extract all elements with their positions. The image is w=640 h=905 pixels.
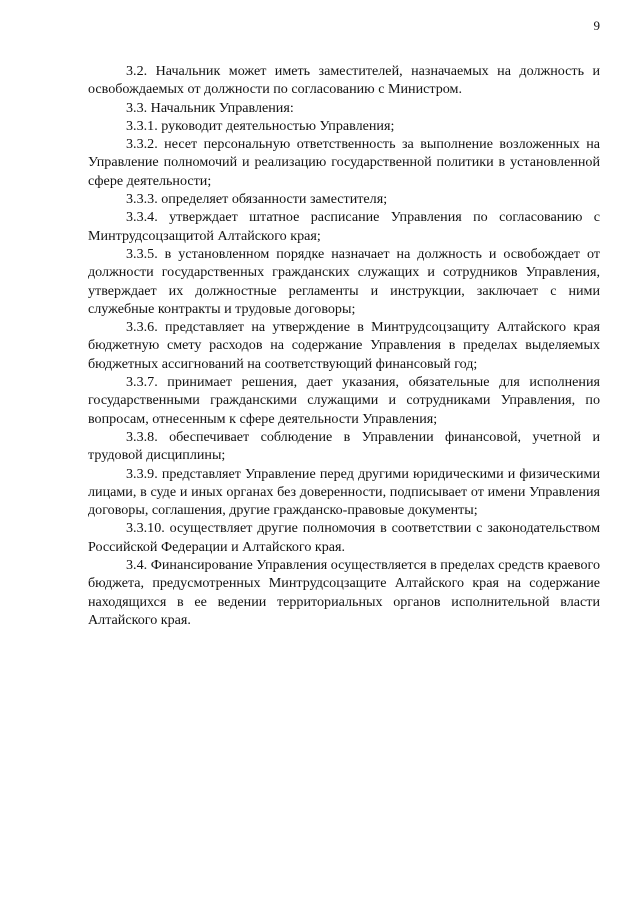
paragraph-3-3-10: 3.3.10. осуществляет другие полномочия в соответствии с законодательством Российской Федерации и Алтайского края. bbox=[88, 520, 600, 555]
paragraph-3-3-4: 3.3.4. утверждает штатное расписание Управления по согласованию с Минтрудсоцзащитой Алтайского края; bbox=[88, 209, 600, 244]
paragraph-3-3-5: 3.3.5. в установленном порядке назначает на должность и освобождает от должности государственных гражданских служащих и сотрудников Управления, утверждает их должностные регламенты и инструкции, заключает с ними служебные контракты и трудовые договоры; bbox=[88, 245, 600, 317]
paragraph-3-3: 3.3. Начальник Управления: bbox=[126, 99, 294, 116]
paragraph-3-2: 3.2. Начальник может иметь заместителей, назначаемых на должность и освобождаемых от должности по согласованию с Министром. bbox=[88, 63, 600, 98]
paragraph-3-3-3: 3.3.3. определяет обязанности заместителя; bbox=[126, 191, 388, 208]
paragraph-3-4: 3.4. Финансирование Управления осуществляется в пределах средств краевого бюджета, предусмотренных Минтрудсоцзащите Алтайского края на содержание находящихся в ее ведении территориальных органов исполнительной власти Алтайского края. bbox=[88, 557, 600, 628]
document-body bbox=[88, 62, 600, 629]
paragraph-3-3-8: 3.3.8. обеспечивает соблюдение в Управлении финансовой, учетной и трудовой дисциплины; bbox=[88, 428, 600, 464]
paragraph-3-3-1: 3.3.1. руководит деятельностью Управления; bbox=[126, 117, 395, 134]
paragraph-3-3-2: 3.3.2. несет персональную ответственность за выполнение возложенных на Управление полномочий и реализацию государственной политики в установленной сфере деятельности; bbox=[88, 136, 600, 189]
paragraph-3-3-7: 3.3.7. принимает решения, дает указания, обязательные для исполнения государственными гражданскими служащими и сотрудниками Управления, по вопросам, отнесенным к сфере деятельности Управления; bbox=[88, 374, 600, 427]
paragraph-3-3-9: 3.3.9. представляет Управление перед другими юридическими и физическими лицами, в суде и иных органах без доверенности, подписывает от имени Управления договоры, соглашения, другие гражданско-правовые документы; bbox=[88, 465, 600, 519]
paragraph-3-3-6: 3.3.6. представляет на утверждение в Минтрудсоцзащиту Алтайского края бюджетную смету расходов на содержание Управления в пределах выделяемых бюджетных ассигнований на соответствующий финансовый год; bbox=[88, 319, 600, 372]
page-number: 9 bbox=[593, 18, 600, 33]
